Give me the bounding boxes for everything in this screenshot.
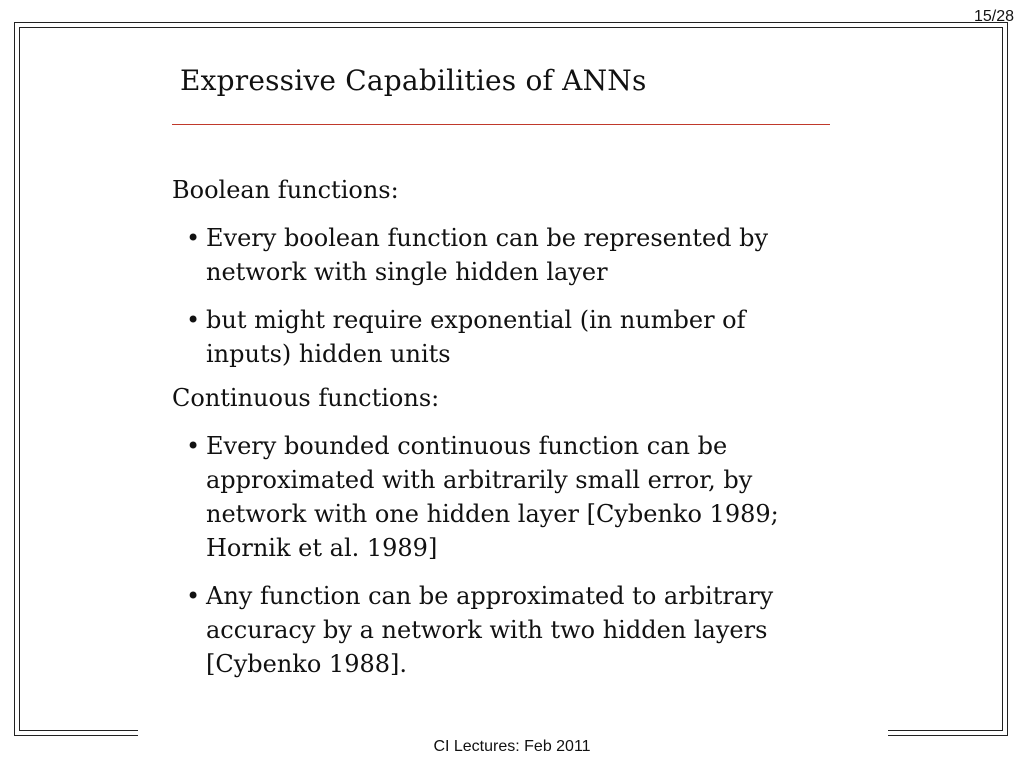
bullet-dot-icon: • [186, 432, 201, 460]
bullet-list-boolean [172, 221, 832, 371]
bullet-dot-icon: • [186, 306, 201, 334]
footer-gap [138, 725, 888, 739]
slide-title: Expressive Capabilities of ANNs [180, 64, 647, 97]
title-rule [172, 124, 830, 125]
bullet-item [172, 579, 832, 681]
page-number: 15/28 [973, 8, 1014, 25]
section-heading-continuous: Continuous functions: [172, 384, 440, 412]
bullet-item [172, 303, 832, 371]
bullet-text: Every boolean function can be represented by network with single hidden layer [206, 224, 769, 286]
bullet-text: Any function can be approximated to arbitrary accuracy by a network with two hidden layers [Cybenko 1988]. [206, 582, 774, 678]
bullet-list-continuous [172, 429, 832, 681]
bullet-item [172, 429, 832, 565]
section-heading-boolean: Boolean functions: [172, 176, 399, 204]
footer-text: CI Lectures: Feb 2011 [433, 738, 591, 755]
bullet-dot-icon: • [186, 224, 201, 252]
bullet-item [172, 221, 832, 289]
bullet-text: Every bounded continuous function can be approximated with arbitrarily small error, by network with one hidden layer [Cybenko 1989; Hornik et al. 1989] [206, 432, 779, 562]
bullet-dot-icon: • [186, 582, 201, 610]
slide-content [172, 60, 832, 681]
bullet-text: but might require exponential (in number of inputs) hidden units [206, 306, 746, 368]
